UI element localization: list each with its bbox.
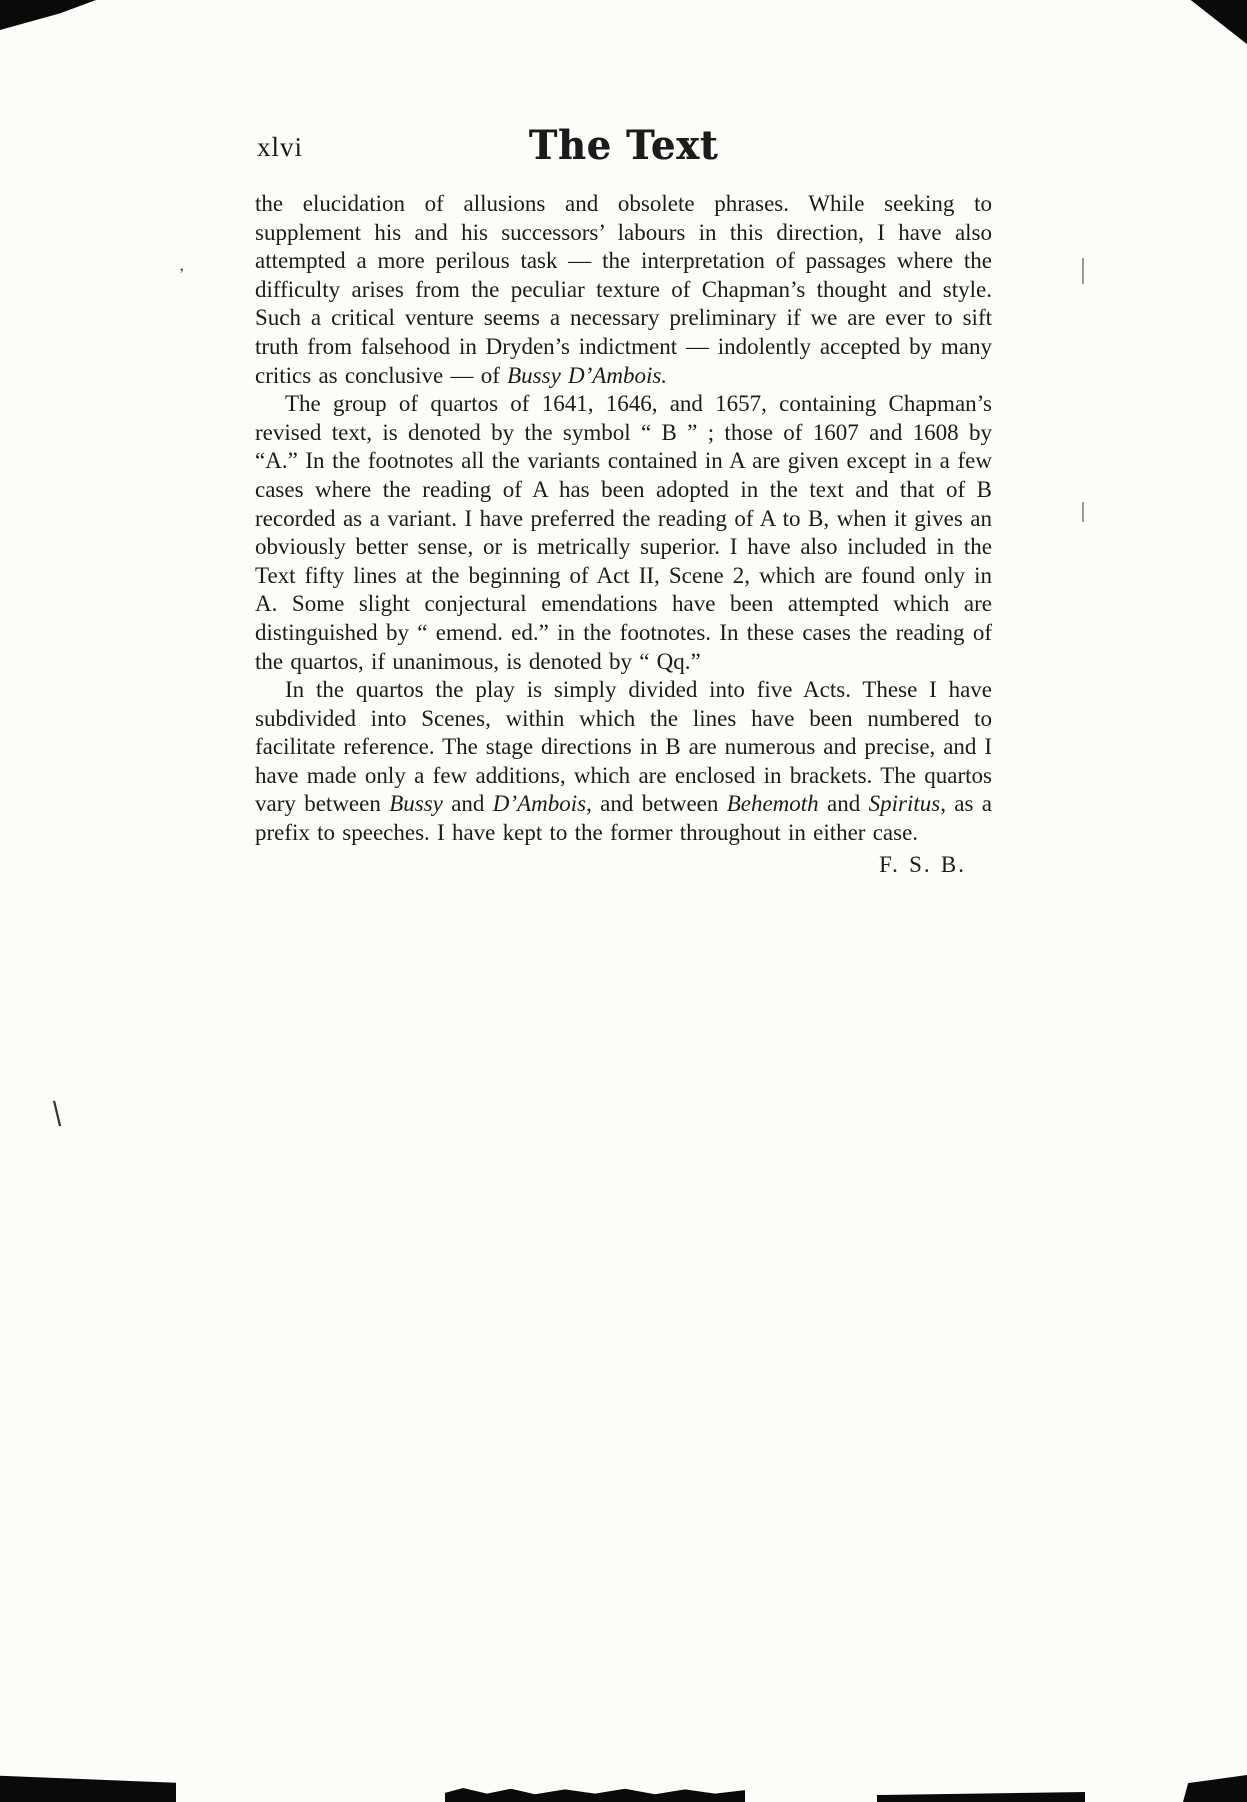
ink-speck: \ — [50, 1095, 64, 1132]
text-segment: and — [818, 791, 869, 817]
text-segment: , as a prefix to speeches. I have kept to the former throughout in either case. — [255, 791, 993, 846]
scan-edge-mark — [1082, 502, 1084, 522]
page-number: xlvi — [257, 132, 304, 162]
text-segment: In the quartos the play is simply divided into five Acts. These I have subdivided into Scenes, within which the lines have been numbered to facilitate reference. The stage directions in B are numerous and precise, and I have made only a few additions, which are enclosed in brackets. The quartos vary between — [255, 677, 992, 817]
text-segment: and — [442, 791, 493, 817]
page-title: The Text — [528, 120, 719, 169]
ink-speck: ’ — [178, 265, 187, 284]
scan-artifact-top-right — [1183, 0, 1247, 48]
paragraph-3 — [255, 676, 992, 848]
body-text — [255, 190, 992, 879]
text-segment: The group of quartos of 1641, 1646, and 1657, containing Chapman’s revised text, is denoted by the symbol “ B ” ; those of 1607 and 1608 by “A.” In the footnotes all the variants contained in A are given except in a few cases where the reading of A has been adopted in the text and that of B recorded as a variant. I have preferred the reading of A to B, when it gives an obviously better sense, or is metrically superior. I have also included in the Text fifty lines at the beginning of Act II, Scene 2, which are found only in A. Some slight conjectural emendations have been attempted which are distinguished by “ emend. ed.” in the footnotes. In these cases the reading of the quartos, if unanimous, is denoted by “ Qq.” — [255, 391, 992, 674]
scan-artifact-bottom-right-corner — [1183, 1775, 1247, 1802]
signature: F. S. B. — [879, 851, 966, 877]
text-segment-italic: Bussy D’Ambois. — [507, 362, 668, 388]
running-head — [255, 122, 992, 178]
scan-artifact-bottom-center — [445, 1788, 745, 1802]
scan-artifact-top-left — [0, 0, 96, 30]
scan-edge-mark — [1082, 258, 1084, 284]
text-segment-italic: Bussy — [389, 791, 443, 817]
scan-artifact-bottom-left — [0, 1770, 176, 1802]
text-segment: the elucidation of allusions and obsolete phrases. While seeking to supplement his and his successors’ labours in this direction, I have also attempted a more perilous task — the interpretation of passages where the difficulty arises from the peculiar texture of Chapman’s thought and style. Such a critical venture seems a necessary preliminary if we are ever to sift truth from falsehood in Dryden’s indictment — indolently accepted by many critics as conclusive — of — [255, 191, 992, 388]
text-segment-italic: Spiritus — [868, 791, 941, 817]
text-segment: , and between — [586, 791, 727, 817]
paragraph-1 — [255, 190, 992, 390]
text-segment-italic: D’Ambois — [492, 791, 587, 817]
paragraph-2 — [255, 390, 992, 676]
text-segment-italic: Behemoth — [726, 791, 819, 817]
scan-artifact-bottom-right-bar — [877, 1792, 1085, 1802]
